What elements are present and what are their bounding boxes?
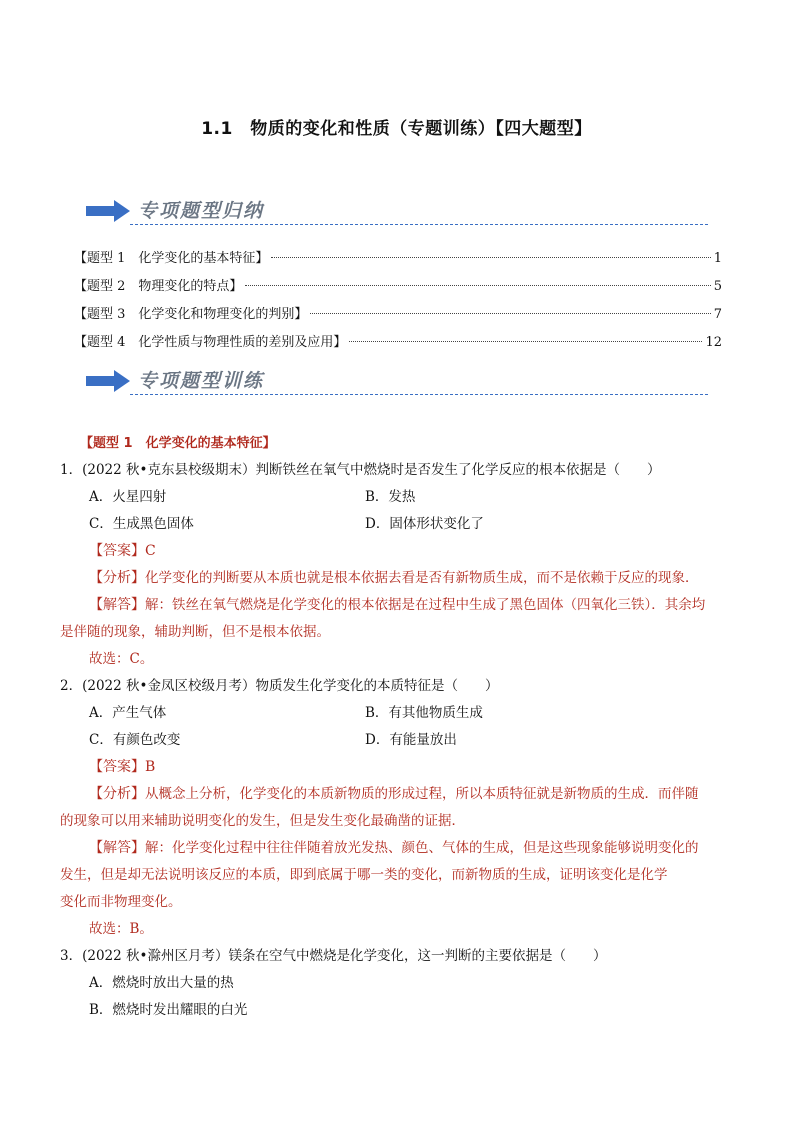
analysis-line <box>60 781 733 808</box>
toc-dot-leader <box>245 285 710 286</box>
option: A．燃烧时放出大量的热 <box>89 975 234 991</box>
toc-entry-page: 5 <box>713 279 722 294</box>
option: A．火星四射 <box>89 489 167 505</box>
table-of-contents <box>74 247 722 359</box>
solution-line <box>60 835 733 862</box>
toc-entry-label: 【题型 4 化学性质与物理性质的差别及应用】 <box>74 335 347 350</box>
analysis-text: 的现象可以用来辅助说明变化的发生，但是发生变化最确凿的证据． <box>60 813 465 829</box>
answer-line <box>60 538 733 565</box>
solution-text: 解：铁丝在氧气燃烧是化学变化的根本依据是在过程中生成了黑色固体（四氧化三铁）．其余均 <box>145 597 706 613</box>
banner-divider <box>130 224 708 225</box>
solution-text: 是伴随的现象，辅助判断，但不是根本依据。 <box>60 624 330 640</box>
option: B．发热 <box>365 489 416 505</box>
option: B．有其他物质生成 <box>365 705 483 721</box>
conclusion: 故选：C。 <box>89 651 154 667</box>
option-row <box>60 484 733 511</box>
option-row <box>60 997 733 1024</box>
arrow-right-icon <box>86 200 130 222</box>
question-stem: 3．(2022 秋•滁州区月考）镁条在空气中燃烧是化学变化，这一判断的主要依据是（ ） <box>60 948 607 964</box>
toc-entry-label: 【题型 1 化学变化的基本特征】 <box>74 251 269 266</box>
toc-entry[interactable] <box>74 247 722 275</box>
analysis-text: 化学变化的判断要从本质也就是根本依据去看是否有新物质生成，而不是依赖于反应的现象． <box>145 570 699 586</box>
banner-summary <box>86 195 708 225</box>
banner-training <box>86 365 708 395</box>
solution-line <box>60 592 733 619</box>
banner-summary-text: 专项题型归纳 <box>138 200 265 222</box>
toc-entry-page: 12 <box>705 335 722 350</box>
toc-entry-page: 7 <box>713 307 722 322</box>
option: C．生成黑色固体 <box>89 516 194 532</box>
answer-line <box>60 754 733 781</box>
question-stem: 1．(2022 秋•克东县校级期末）判断铁丝在氧气中燃烧时是否发生了化学反应的根本依据是（ ） <box>60 462 661 478</box>
option-row <box>60 970 733 997</box>
question-stem: 2．(2022 秋•金凤区校级月考）物质发生化学变化的本质特征是（ ） <box>60 678 499 694</box>
option: C．有颜色改变 <box>89 732 181 748</box>
toc-entry-label: 【题型 2 物理变化的特点】 <box>74 279 243 294</box>
toc-entry[interactable] <box>74 275 722 303</box>
toc-entry[interactable] <box>74 303 722 331</box>
option-row <box>60 511 733 538</box>
question-list <box>60 430 733 1024</box>
option: A．产生气体 <box>89 705 167 721</box>
conclusion: 故选：B。 <box>89 921 153 937</box>
answer-value: C <box>145 543 156 559</box>
arrow-right-icon <box>86 370 130 392</box>
toc-dot-leader <box>310 313 710 314</box>
solution-text: 变化而非物理变化。 <box>60 894 182 910</box>
banner-training-text: 专项题型训练 <box>138 370 265 392</box>
analysis-tag: 【分析】 <box>89 786 145 802</box>
option: D．固体形状变化了 <box>365 516 484 532</box>
option: D．有能量放出 <box>365 732 457 748</box>
page-title: 1.1 物质的变化和性质（专题训练）【四大题型】 <box>201 119 592 139</box>
toc-entry-label: 【题型 3 化学变化和物理变化的判别】 <box>74 307 308 322</box>
toc-dot-leader <box>349 341 702 342</box>
option: B．燃烧时发出耀眼的白光 <box>89 1002 248 1018</box>
analysis-text: 从概念上分析，化学变化的本质新物质的形成过程，所以本质特征就是新物质的生成．而伴随 <box>145 786 699 802</box>
section-header: 【题型 1 化学变化的基本特征】 <box>80 436 276 451</box>
toc-entry[interactable] <box>74 331 722 359</box>
solution-tag: 【解答】 <box>89 597 145 613</box>
banner-divider <box>130 394 708 395</box>
option-row <box>60 700 733 727</box>
option-row <box>60 727 733 754</box>
toc-entry-page: 1 <box>713 251 722 266</box>
solution-text: 发生，但是却无法说明该反应的本质，即到底属于哪一类的变化，而新物质的生成，证明该变化是化学 <box>60 867 668 883</box>
solution-tag: 【解答】 <box>89 840 145 856</box>
answer-tag: 【答案】 <box>89 759 145 775</box>
answer-tag: 【答案】 <box>89 543 145 559</box>
analysis-line <box>60 565 733 592</box>
answer-value: B <box>145 759 156 775</box>
toc-dot-leader <box>271 257 710 258</box>
solution-text: 解：化学变化过程中往往伴随着放光发热、颜色、气体的生成，但是这些现象能够说明变化的 <box>145 840 699 856</box>
analysis-tag: 【分析】 <box>89 570 145 586</box>
